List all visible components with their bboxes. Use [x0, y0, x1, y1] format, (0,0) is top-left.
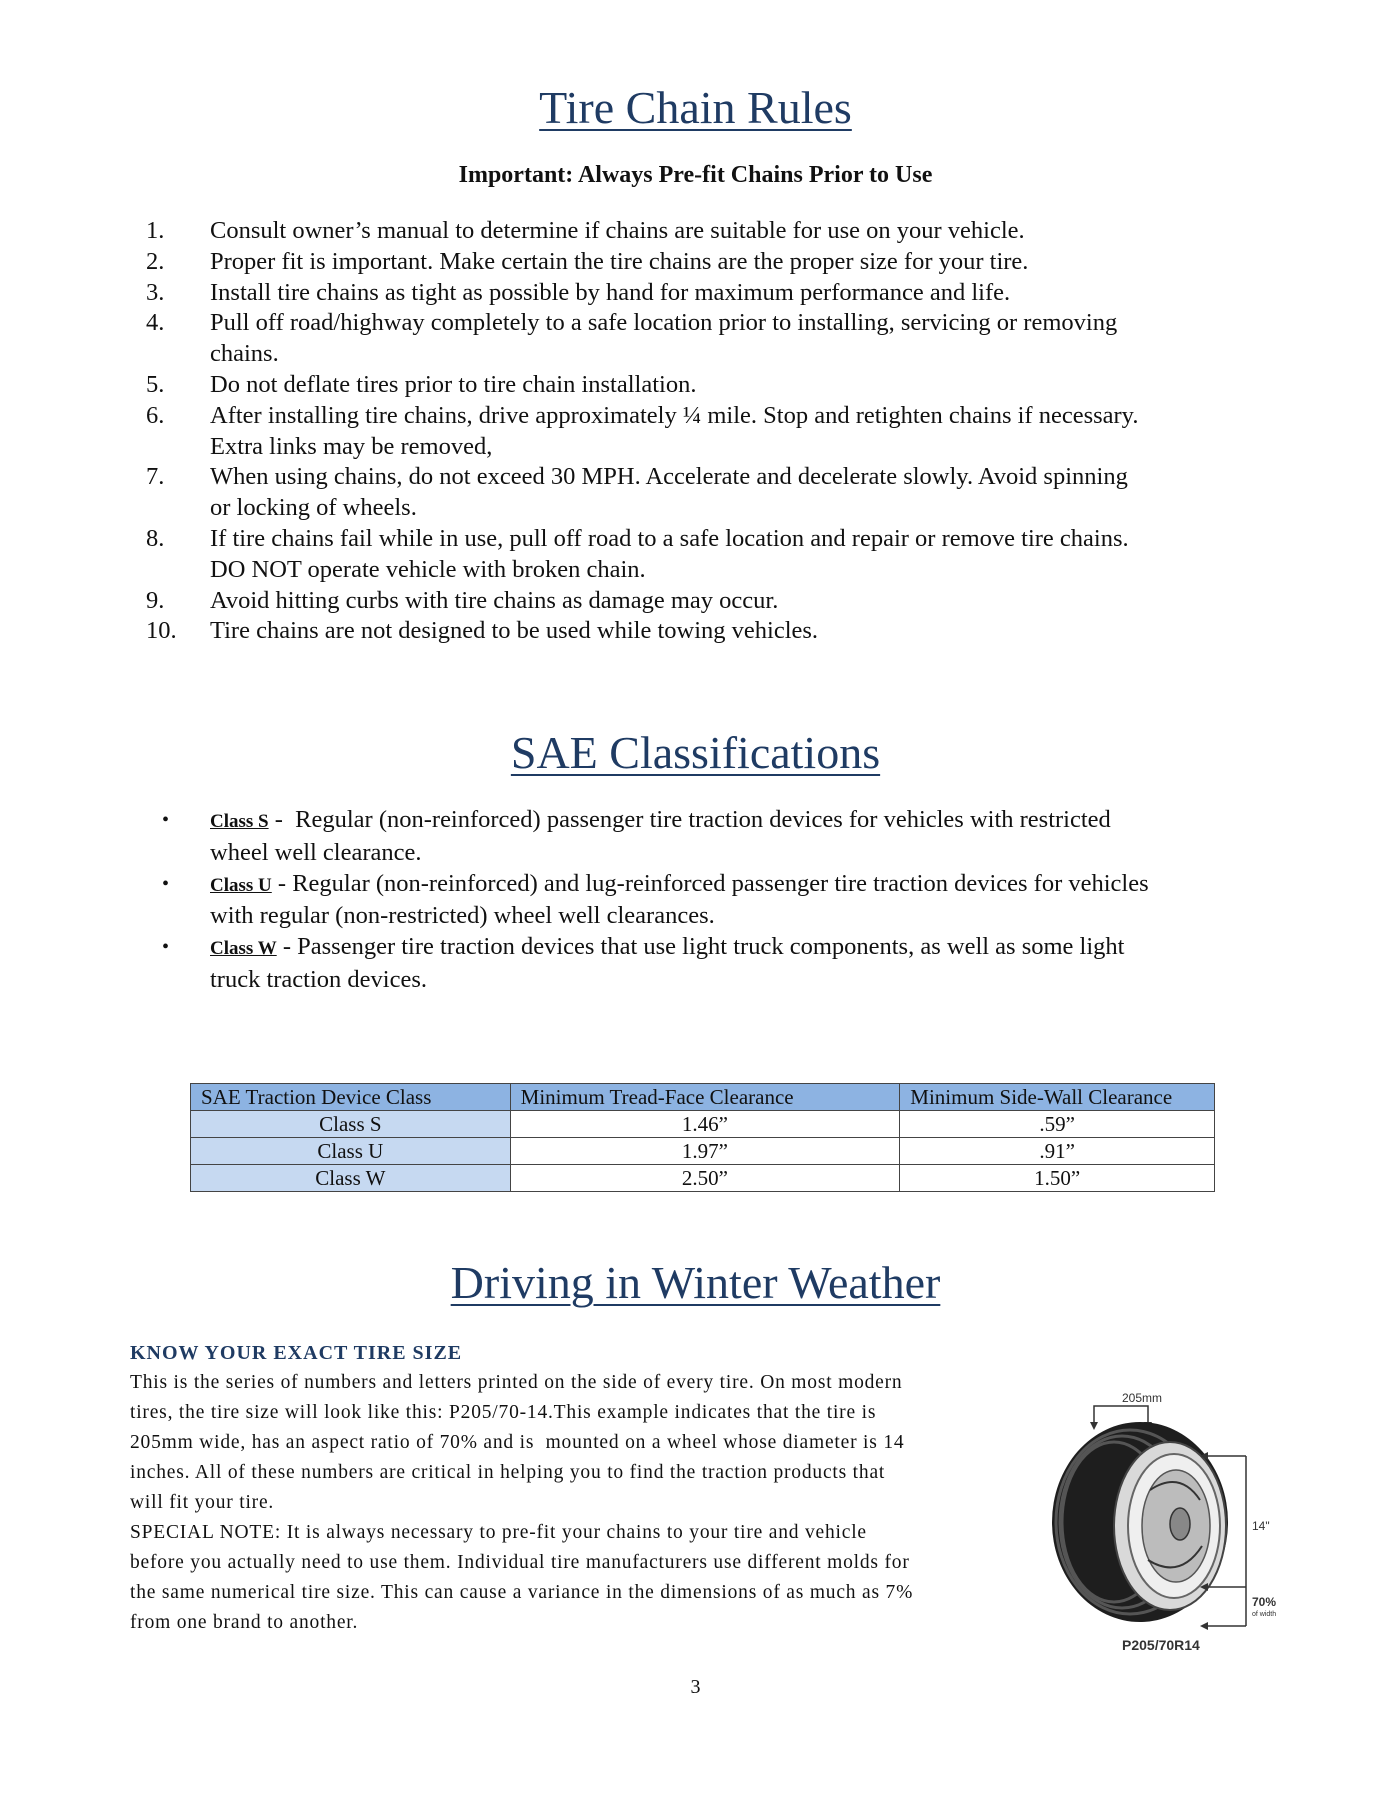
- table-row: [191, 1111, 1215, 1138]
- column-header: Minimum Side-Wall Clearance: [900, 1084, 1215, 1111]
- rule-number: 5.: [146, 370, 165, 398]
- rule-number: 10.: [146, 617, 177, 645]
- rule-text-cont: chains.: [210, 340, 279, 368]
- rule-item: [146, 462, 1266, 524]
- class-description-cont: truck traction devices.: [210, 965, 428, 993]
- class-description-cont: wheel well clearance.: [210, 838, 422, 866]
- rule-text: Proper fit is important. Make certain the tire chains are the proper size for your tire.: [210, 247, 1029, 275]
- class-description: Passenger tire traction devices that use light truck components, as well as some light: [297, 933, 1125, 961]
- width-label: 205mm: [1122, 1391, 1163, 1405]
- rule-number: 3.: [146, 278, 165, 306]
- class-description-cont: with regular (non-restricted) wheel well clearances.: [210, 902, 715, 930]
- side-wall-cell: 1.50”: [900, 1165, 1215, 1192]
- rule-text: If tire chains fail while in use, pull off road to a safe location and repair or remove tire chains.: [210, 524, 1129, 552]
- column-header: SAE Traction Device Class: [191, 1084, 511, 1111]
- important-note: Important: Always Pre-fit Chains Prior to Use: [458, 162, 933, 188]
- paragraph-line: will fit your tire.: [130, 1492, 275, 1513]
- paragraph-line: This is the series of numbers and letters printed on the side of every tire. On most modern: [130, 1372, 903, 1393]
- rule-item: [146, 278, 1266, 309]
- section-title-text: SAE Classifications: [510, 727, 881, 778]
- paragraph-line: the same numerical tire size. This can cause a variance in the dimensions of as much as 7%: [130, 1582, 914, 1603]
- section-title-driving-winter: [0, 1255, 1391, 1311]
- tire-size-caption: P205/70R14: [1122, 1637, 1200, 1650]
- class-description: Regular (non-reinforced) and lug-reinforced passenger tire traction devices for vehicles: [292, 869, 1149, 897]
- class-item: [162, 805, 1262, 869]
- rule-item: [146, 247, 1266, 278]
- paragraph-line: 205mm wide, has an aspect ratio of 70% and is mounted on a wheel whose diameter is 14: [130, 1432, 905, 1453]
- paragraph-line: inches. All of these numbers are critical in helping you to find the traction products that: [130, 1462, 886, 1483]
- separator: -: [276, 933, 298, 961]
- special-note-line: SPECIAL NOTE: It is always necessary to pre-fit your chains to your tire and vehicle: [130, 1522, 867, 1543]
- rule-text: After installing tire chains, drive approximately ¼ mile. Stop and retighten chains if necessary.: [210, 401, 1139, 429]
- section-title-text: Driving in Winter Weather: [450, 1257, 941, 1308]
- tread-face-cell: 2.50”: [510, 1165, 900, 1192]
- rule-number: 2.: [146, 247, 165, 275]
- separator: -: [268, 806, 296, 833]
- table-row: [191, 1165, 1215, 1192]
- section-title-tire-chain-rules: [0, 80, 1391, 136]
- table-row: [191, 1138, 1215, 1165]
- bullet-icon: •: [162, 936, 170, 959]
- tire-size-diagram: [1030, 1350, 1310, 1650]
- paragraph-line: tires, the tire size will look like this: P205/70-14.This example indicates that the tire is: [130, 1402, 877, 1423]
- class-cell: Class U: [191, 1138, 511, 1165]
- rule-item: [146, 616, 1266, 647]
- tire-icon: [1030, 1350, 1310, 1650]
- rule-text: Do not deflate tires prior to tire chain installation.: [210, 370, 697, 398]
- class-item: [162, 869, 1262, 933]
- rule-number: 9.: [146, 586, 165, 614]
- rule-number: 8.: [146, 524, 165, 552]
- rule-text: Consult owner’s manual to determine if chains are suitable for use on your vehicle.: [210, 217, 1025, 244]
- rule-number: 6.: [146, 401, 165, 429]
- bullet-icon: •: [162, 809, 170, 831]
- rule-text: Install tire chains as tight as possible by hand for maximum performance and life.: [210, 278, 1011, 306]
- tread-face-cell: 1.46”: [510, 1111, 900, 1138]
- separator: -: [271, 869, 293, 897]
- class-label: Class S: [210, 811, 269, 832]
- rule-number: 4.: [146, 309, 165, 337]
- rule-number: 1.: [146, 217, 165, 244]
- rule-item: [146, 370, 1266, 401]
- page-number: 3: [690, 1676, 701, 1698]
- rule-number: 7.: [146, 463, 165, 491]
- class-label: Class W: [210, 938, 277, 960]
- rule-text-cont: Extra links may be removed,: [210, 432, 493, 460]
- rule-item: [146, 216, 1266, 247]
- class-cell: Class W: [191, 1165, 511, 1192]
- aspect-sublabel: of width: [1252, 1611, 1277, 1618]
- rule-text: When using chains, do not exceed 30 MPH. Accelerate and decelerate slowly. Avoid spinning: [210, 463, 1128, 491]
- rule-item: [146, 524, 1266, 586]
- rules-list: [146, 216, 1266, 647]
- class-cell: Class S: [191, 1111, 511, 1138]
- rule-text: Avoid hitting curbs with tire chains as damage may occur.: [210, 586, 779, 614]
- rule-text: Tire chains are not designed to be used while towing vehicles.: [210, 617, 819, 645]
- rule-item: [146, 401, 1266, 463]
- side-wall-cell: .59”: [900, 1111, 1215, 1138]
- rule-text: Pull off road/highway completely to a safe location prior to installing, servicing or removing: [210, 309, 1118, 337]
- rule-text-cont: DO NOT operate vehicle with broken chain.: [210, 555, 646, 583]
- class-item: [162, 932, 1262, 996]
- sae-class-list: [162, 805, 1262, 996]
- rule-text-cont: or locking of wheels.: [210, 494, 417, 522]
- column-header: Minimum Tread-Face Clearance: [510, 1084, 900, 1111]
- aspect-label: 70%: [1252, 1595, 1277, 1609]
- rule-item: [146, 586, 1266, 617]
- section-title-text: Tire Chain Rules: [539, 82, 852, 133]
- side-wall-cell: .91”: [900, 1138, 1215, 1165]
- rule-item: [146, 308, 1266, 370]
- table-header-row: [191, 1084, 1215, 1111]
- tire-size-paragraph: [130, 1368, 1040, 1638]
- section-title-sae-classifications: [0, 725, 1391, 781]
- class-description: Regular (non-reinforced) passenger tire traction devices for vehicles with restricted: [295, 806, 1111, 833]
- paragraph-line: from one brand to another.: [130, 1612, 359, 1633]
- bullet-icon: •: [162, 872, 170, 895]
- tire-size-heading: KNOW YOUR EXACT TIRE SIZE: [130, 1342, 463, 1364]
- class-label: Class U: [210, 874, 272, 896]
- paragraph-line: before you actually need to use them. Individual tire manufacturers use different molds for: [130, 1552, 910, 1573]
- sae-clearance-table: [190, 1083, 1215, 1192]
- tread-face-cell: 1.97”: [510, 1138, 900, 1165]
- diameter-label: 14": [1252, 1519, 1270, 1533]
